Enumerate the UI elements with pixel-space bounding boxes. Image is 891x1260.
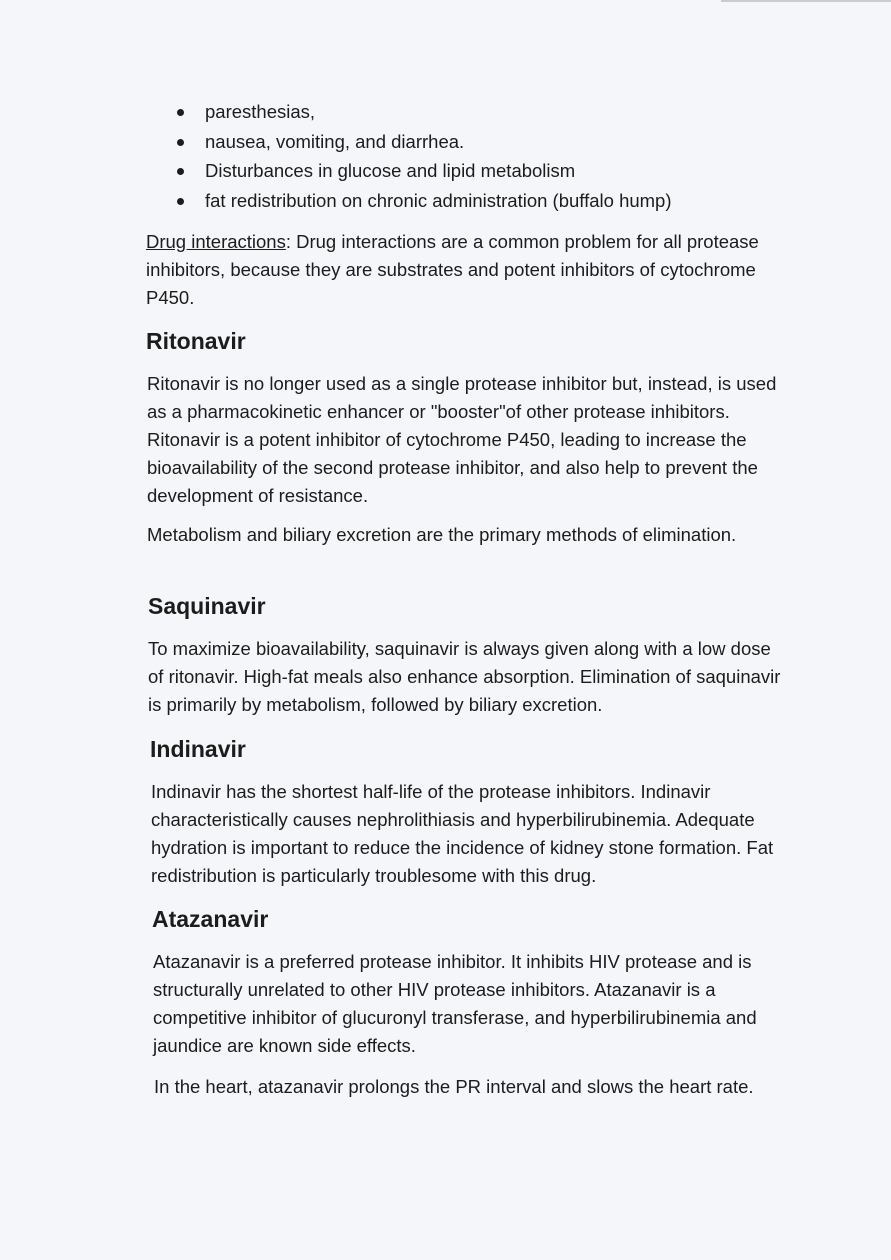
- ritonavir-paragraph-2: Metabolism and biliary excretion are the primary methods of elimination.: [147, 524, 737, 545]
- atazanavir-paragraph-2: In the heart, atazanavir prolongs the PR interval and slows the heart rate.: [154, 1076, 754, 1097]
- indinavir-block: [151, 778, 791, 890]
- list-item: paresthesias,: [168, 97, 672, 127]
- indinavir-heading: Indinavir: [150, 736, 246, 762]
- list-item: fat redistribution on chronic administration (buffalo hump): [168, 186, 672, 216]
- drug-interactions-paragraph: Drug interactions: Drug interactions are a common problem for all protease inhibitors, because they are substrates and potent inhibitors of cytochrome P450.: [146, 231, 759, 308]
- saquinavir-block: [148, 635, 788, 719]
- atazanavir-block-2: [154, 1073, 784, 1101]
- drug-interactions-text: Drug interactions are a common problem for all protease inhibitors, because they are substrates and potent inhibitors of cytochrome P450.: [146, 231, 759, 308]
- indinavir-paragraph: Indinavir has the shortest half-life of the protease inhibitors. Indinavir characteristically causes nephrolithiasis and hyperbilirubinemia. Adequate hydration is important to reduce the incidence of kidney stone formation. Fat redistribution is particularly troublesome with this drug.: [151, 781, 774, 886]
- page-top-edge: [721, 0, 891, 2]
- ritonavir-block: [147, 370, 787, 510]
- atazanavir-block: [153, 948, 783, 1060]
- list-item: nausea, vomiting, and diarrhea.: [168, 127, 672, 157]
- ritonavir-heading: Ritonavir: [146, 328, 246, 354]
- drug-interactions-label: Drug interactions: [146, 231, 286, 252]
- saquinavir-paragraph: To maximize bioavailability, saquinavir is always given along with a low dose of ritonavir. High-fat meals also enhance absorption. Elimination of saquinavir is primarily by metabolism, followed by biliary excretion.: [148, 638, 781, 715]
- list-item: Disturbances in glucose and lipid metabolism: [168, 156, 672, 186]
- adverse-effects-list: [168, 97, 672, 215]
- atazanavir-heading: Atazanavir: [152, 906, 269, 932]
- ritonavir-paragraph-1: Ritonavir is no longer used as a single protease inhibitor but, instead, is used as a pharmacokinetic enhancer or "booster"of other protease inhibitors. Ritonavir is a potent inhibitor of cytochrome P450, leading to increase the bioavailability of the second protease inhibitor, and also help to prevent the development of resistance.: [147, 373, 777, 506]
- saquinavir-heading: Saquinavir: [148, 593, 266, 619]
- drug-interactions-block: [146, 228, 786, 312]
- ritonavir-block-2: [147, 521, 787, 549]
- atazanavir-paragraph-1: Atazanavir is a preferred protease inhibitor. It inhibits HIV protease and is structurally unrelated to other HIV protease inhibitors. Atazanavir is a competitive inhibitor of glucuronyl transferase, and hyperbilirubinemia and jaundice are known side effects.: [153, 951, 757, 1056]
